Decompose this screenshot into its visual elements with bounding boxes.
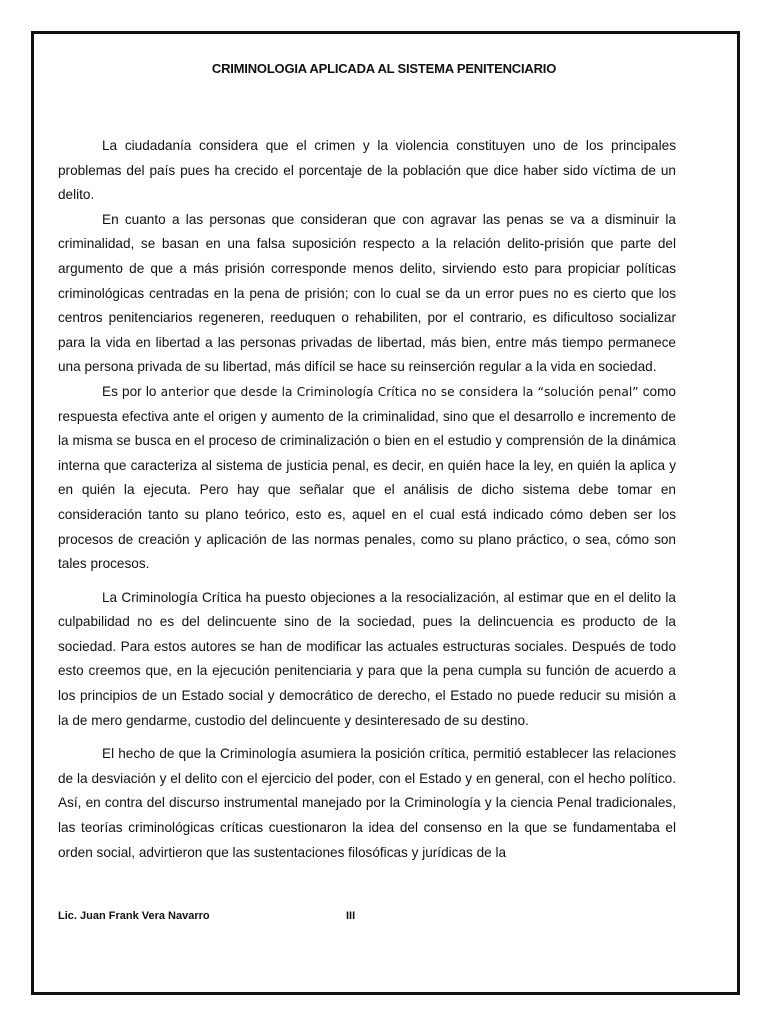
paragraph-1: La ciudadanía considera que el crimen y la violencia constituyen uno de los principales problemas del país pues ha crecido el porcentaje de la población que dice haber sido víctima de un delito. (58, 138, 676, 203)
paragraph-3-narrow-run: anterior que desde la Criminología Crítica no se considera la “solución penal” (160, 384, 639, 399)
paragraph-3 (58, 380, 676, 577)
footer-page-number: III (346, 910, 356, 922)
paragraph-2: En cuanto a las personas que consideran que con agravar las penas se va a disminuir la criminalidad, se basan en una falsa suposición respecto a la relación delito-prisión que parte del argumento de que a más prisión corresponde menos delito, sirviendo esto para propiciar políticas criminológicas centradas en la pena de prisión; con lo cual se da un error pues no es cierto que los centros penitenciarios regeneren, reeduquen o rehabiliten, por el contrario, es dificultoso socializar para la vida en libertad a las personas privadas de libertad, más bien, entre más tiempo permanece una persona privada de su libertad, más difícil se hace su reinserción regular a la vida en sociedad. (58, 211, 676, 375)
footer-author: Lic. Juan Frank Vera Navarro (58, 910, 210, 922)
document-body (58, 134, 676, 865)
paragraph-4: La Criminología Crítica ha puesto objeciones a la resocialización, al estimar que en el delito la culpabilidad no es del delincuente sino de la sociedad, pues la delincuencia es producto de la sociedad. Para estos autores se han de modificar las actuales estructuras sociales. Después de todo esto creemos que, en la ejecución penitenciaria y para que la pena cumpla su función de acuerdo a los principios de un Estado social y democrático de derecho, el Estado no puede reducir su misión a la de mero gendarme, custodio del delincuente y desinteresado de su destino. (58, 589, 676, 728)
paragraph-5: El hecho de que la Criminología asumiera la posición crítica, permitió establecer las relaciones de la desviación y el delito con el ejercicio del poder, con el Estado y en general, con el hecho político. Así, en contra del discurso instrumental manejado por la Criminología y la ciencia Penal tradicionales, las teorías criminológicas críticas cuestionaron la idea del consenso en la que se fundamentaba el orden social, advirtieron que las sustentaciones filosóficas y jurídicas de la (58, 746, 676, 860)
paragraph-3-lead: Es por lo (102, 383, 161, 399)
document-title: CRIMINOLOGIA APLICADA AL SISTEMA PENITENCIARIO (211, 61, 557, 76)
paragraph-3-rest: como respuesta efectiva ante el origen y aumento de la criminalidad, sino que el desarrollo e incremento de la misma se busca en el proceso de criminalización o bien en el estudio y comprensión de la dinámica interna que caracteriza al sistema de justicia penal, es decir, en quién hace la ley, en quién la aplica y en quién la ejecuta. Pero hay que señalar que el análisis de dicho sistema debe tomar en consideración tanto su plano teórico, esto es, aquel en el cual está indicado cómo deben ser los procesos de creación y aplicación de las normas penales, como su plano práctico, o sea, cómo son tales procesos. (58, 383, 676, 572)
